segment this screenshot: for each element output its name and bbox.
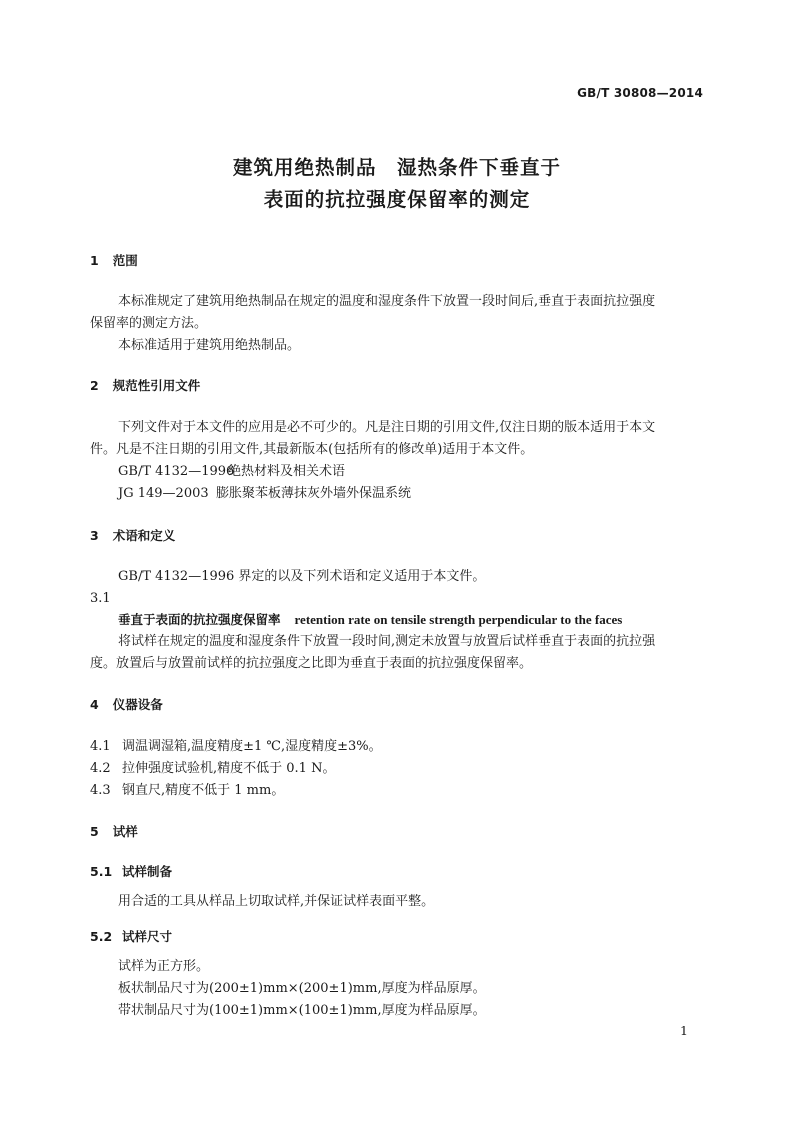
paragraph: 板状制品尺寸为(200±1)mm×(200±1)mm,厚度为样品原厚。	[118, 981, 486, 996]
item-number: 4.2	[90, 761, 111, 776]
section-number: 1	[90, 253, 99, 268]
section-number: 5	[90, 824, 99, 839]
item-text: 调温调湿箱,温度精度±1 ℃,湿度精度±3%。	[122, 739, 382, 754]
reference-code: JG 149—2003	[118, 486, 209, 501]
term-chinese: 垂直于表面的抗拉强度保留率	[118, 612, 281, 627]
section-4-heading	[90, 695, 163, 715]
section-2-heading	[90, 376, 200, 396]
list-item	[90, 737, 382, 757]
paragraph: 带状制品尺寸为(100±1)mm×(100±1)mm,厚度为样品原厚。	[118, 1003, 486, 1018]
subsection-title: 试样尺寸	[122, 929, 173, 944]
paragraph: 试样为正方形。	[118, 959, 210, 974]
paragraph: 用合适的工具从样品上切取试样,并保证试样表面平整。	[118, 894, 435, 909]
reference-title: 膨胀聚苯板薄抹灰外墙外保温系统	[216, 486, 412, 501]
term-number: 3.1	[90, 591, 111, 606]
section-5-heading	[90, 822, 138, 842]
subsection-title: 试样制备	[122, 864, 173, 879]
document-id: GB/T 30808—2014	[577, 86, 703, 100]
list-item	[90, 781, 284, 801]
list-item	[90, 759, 335, 779]
section-1-heading	[90, 251, 138, 271]
paragraph: 本标准适用于建筑用绝热制品。	[118, 338, 301, 353]
paragraph: 下列文件对于本文件的应用是必不可少的。凡是注日期的引用文件,仅注日期的版本适用于本文	[118, 420, 656, 435]
item-text: 钢直尺,精度不低于 1 mm。	[122, 783, 285, 798]
item-text: 拉伸强度试验机,精度不低于 0.1 N。	[122, 761, 336, 776]
subsection-5-1-heading	[90, 862, 172, 882]
section-number: 3	[90, 528, 99, 543]
section-number: 4	[90, 697, 99, 712]
page-number: 1	[680, 1023, 688, 1038]
item-number: 4.3	[90, 783, 111, 798]
section-title: 规范性引用文件	[112, 378, 201, 393]
reference-title: 绝热材料及相关术语	[228, 464, 346, 479]
section-3-heading	[90, 526, 175, 546]
subsection-5-2-heading	[90, 927, 172, 947]
title-line-2: 表面的抗拉强度保留率的测定	[263, 188, 531, 211]
paragraph: 件。凡是不注日期的引用文件,其最新版本(包括所有的修改单)适用于本文件。	[90, 442, 534, 457]
definition: 度。放置后与放置前试样的抗拉强度之比即为垂直于表面的抗拉强度保留率。	[90, 656, 533, 671]
section-title: 范围	[112, 253, 138, 268]
paragraph: GB/T 4132—1996 界定的以及下列术语和定义适用于本文件。	[118, 569, 486, 584]
paragraph: 本标准规定了建筑用绝热制品在规定的温度和湿度条件下放置一段时间后,垂直于表面抗拉强度	[118, 294, 656, 309]
section-title: 仪器设备	[112, 697, 163, 712]
reference-item	[118, 462, 345, 482]
item-number: 4.1	[90, 739, 111, 754]
term-entry	[118, 610, 622, 631]
section-title: 试样	[112, 824, 138, 839]
reference-item	[118, 484, 411, 504]
subsection-number: 5.2	[90, 929, 113, 944]
title-line-1: 建筑用绝热制品 湿热条件下垂直于	[232, 156, 561, 179]
section-title: 术语和定义	[112, 528, 176, 543]
paragraph: 保留率的测定方法。	[90, 316, 208, 331]
term-english: retention rate on tensile strength perpendicular to the faces	[294, 612, 623, 627]
subsection-number: 5.1	[90, 864, 113, 879]
reference-code: GB/T 4132—1996	[118, 464, 235, 479]
definition: 将试样在规定的温度和湿度条件下放置一段时间,测定未放置与放置后试样垂直于表面的抗拉强	[118, 634, 656, 649]
section-number: 2	[90, 378, 99, 393]
